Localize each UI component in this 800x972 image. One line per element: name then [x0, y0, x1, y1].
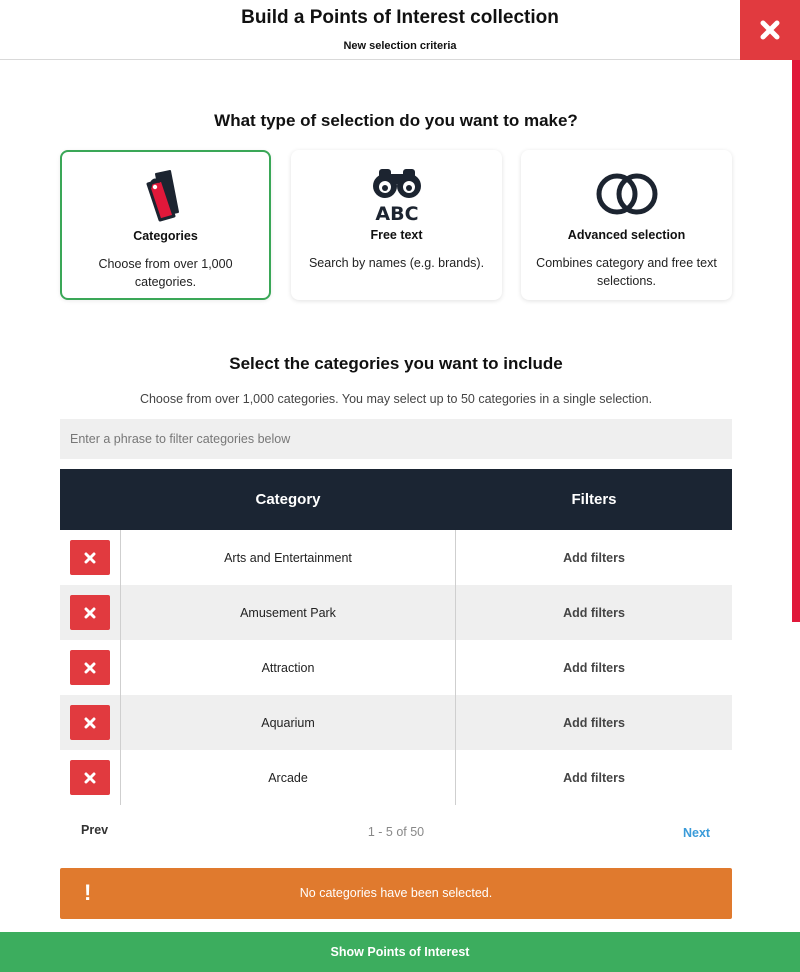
- dialog-title: Build a Points of Interest collection: [241, 7, 559, 28]
- categories-heading: Select the categories you want to include: [229, 354, 563, 373]
- category-name: Attraction: [120, 640, 456, 695]
- category-name: Arts and Entertainment: [120, 530, 456, 585]
- prev-page-button[interactable]: Prev: [81, 823, 109, 837]
- close-x-icon: [84, 717, 96, 729]
- column-header-filters: Filters: [571, 491, 617, 508]
- card-title: Categories: [133, 229, 198, 243]
- close-x-icon: [759, 19, 781, 41]
- warning-alert: [60, 868, 732, 919]
- remove-category-button[interactable]: [70, 760, 110, 795]
- add-filters-link[interactable]: Add filters: [563, 770, 625, 785]
- card-title: Free text: [370, 228, 423, 242]
- svg-text:ABC: ABC: [374, 203, 419, 222]
- table-row: [60, 640, 732, 695]
- add-filters-link[interactable]: Add filters: [563, 715, 625, 730]
- scrollbar[interactable]: [792, 60, 800, 622]
- table-row: [60, 750, 732, 805]
- add-filters-link[interactable]: Add filters: [563, 660, 625, 675]
- card-categories[interactable]: [60, 150, 271, 300]
- category-name: Arcade: [120, 750, 456, 805]
- alert-message: No categories have been selected.: [299, 886, 493, 900]
- overlapping-circles-icon: [521, 164, 732, 224]
- add-filters-link[interactable]: Add filters: [563, 550, 625, 565]
- column-header-category: Category: [255, 491, 321, 508]
- close-x-icon: [84, 772, 96, 784]
- remove-category-button[interactable]: [70, 540, 110, 575]
- card-description: Combines category and free text selections.: [536, 256, 717, 288]
- category-tags-icon: [62, 166, 269, 226]
- close-x-icon: [84, 552, 96, 564]
- dialog-subtitle: New selection criteria: [343, 40, 457, 52]
- card-title: Advanced selection: [567, 228, 686, 242]
- table-row: [60, 530, 732, 585]
- card-description: Search by names (e.g. brands).: [308, 256, 485, 270]
- table-row: [60, 695, 732, 750]
- table-header: [60, 469, 732, 530]
- close-button[interactable]: [740, 0, 800, 60]
- close-x-icon: [84, 662, 96, 674]
- card-advanced-selection[interactable]: [521, 150, 732, 300]
- pagination-info: 1 - 5 of 50: [367, 825, 425, 839]
- exclamation-icon: !: [84, 880, 92, 905]
- category-name: Amusement Park: [120, 585, 456, 640]
- close-x-icon: [84, 607, 96, 619]
- category-name: Aquarium: [120, 695, 456, 750]
- table-row: [60, 585, 732, 640]
- selection-type-heading: What type of selection do you want to make?: [214, 111, 578, 130]
- categories-intro: Choose from over 1,000 categories. You may select up to 50 categories in a single selection.: [139, 392, 653, 406]
- card-free-text[interactable]: [291, 150, 502, 300]
- card-description: Choose from over 1,000 categories.: [98, 257, 233, 289]
- next-page-button[interactable]: Next: [683, 826, 711, 840]
- binoculars-abc-icon: [291, 164, 502, 224]
- remove-category-button[interactable]: [70, 595, 110, 630]
- add-filters-link[interactable]: Add filters: [563, 605, 625, 620]
- remove-category-button[interactable]: [70, 705, 110, 740]
- show-points-of-interest-button[interactable]: Show Points of Interest: [0, 932, 800, 972]
- remove-category-button[interactable]: [70, 650, 110, 685]
- dialog-header: [0, 0, 800, 60]
- category-filter-input[interactable]: [60, 419, 732, 459]
